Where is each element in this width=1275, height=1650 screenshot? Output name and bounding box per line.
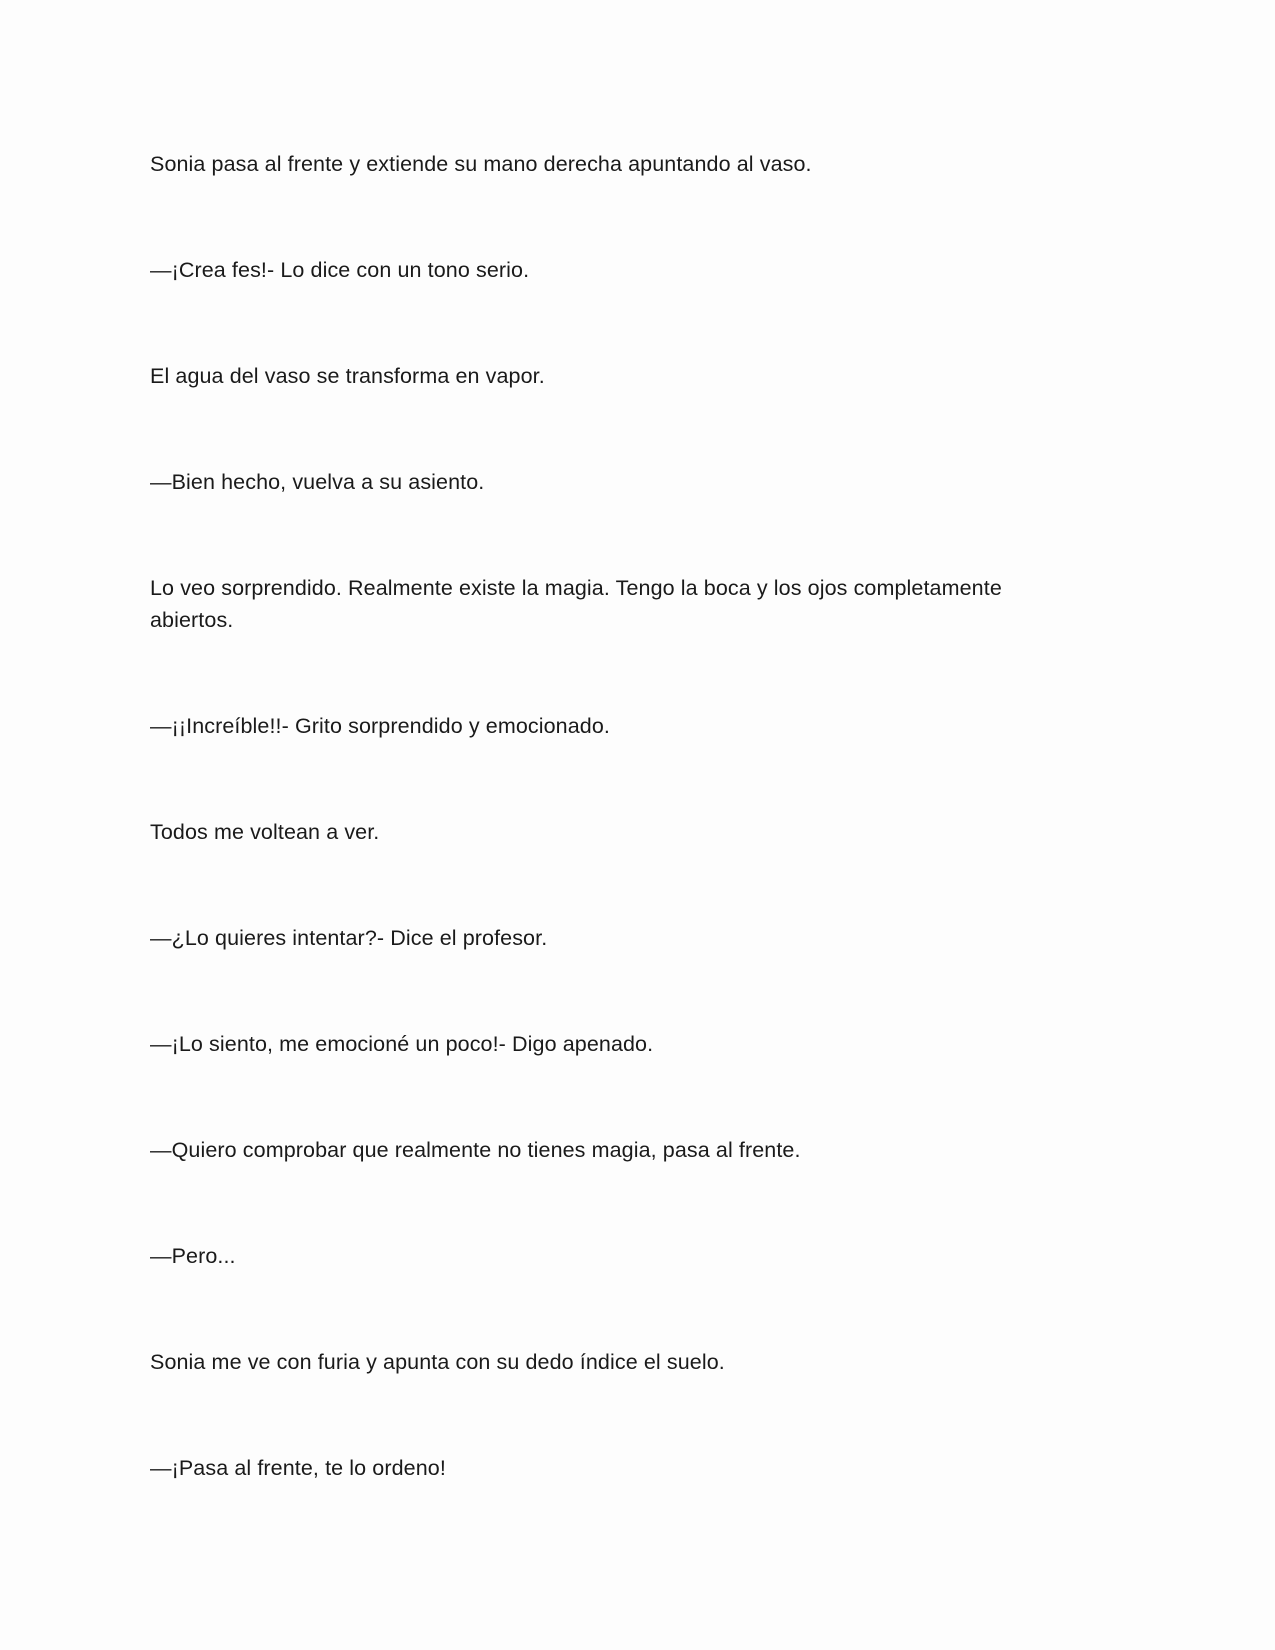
paragraph: —¡Lo siento, me emocioné un poco!- Digo apenado. (150, 1032, 654, 1056)
paragraph: El agua del vaso se transforma en vapor. (150, 364, 545, 388)
paragraph: —¿Lo quieres intentar?- Dice el profesor. (150, 926, 548, 950)
paragraph: —¡Pasa al frente, te lo ordeno! (150, 1456, 446, 1480)
paragraph: Todos me voltean a ver. (150, 820, 380, 844)
paragraph: —Quiero comprobar que realmente no tienes magia, pasa al frente. (150, 1138, 801, 1162)
paragraph: —¡Crea fes!- Lo dice con un tono serio. (150, 258, 530, 282)
paragraph: Sonia me ve con furia y apunta con su dedo índice el suelo. (150, 1350, 725, 1374)
paragraph: —¡¡Increíble!!- Grito sorprendido y emocionado. (150, 714, 610, 738)
paragraph: Sonia pasa al frente y extiende su mano derecha apuntando al vaso. (150, 152, 812, 176)
paragraph: —Bien hecho, vuelva a su asiento. (150, 470, 485, 494)
paragraph: Lo veo sorprendido. Realmente existe la magia. Tengo la boca y los ojos completamente abiertos. (150, 576, 1002, 632)
paragraph: —Pero... (150, 1244, 236, 1268)
